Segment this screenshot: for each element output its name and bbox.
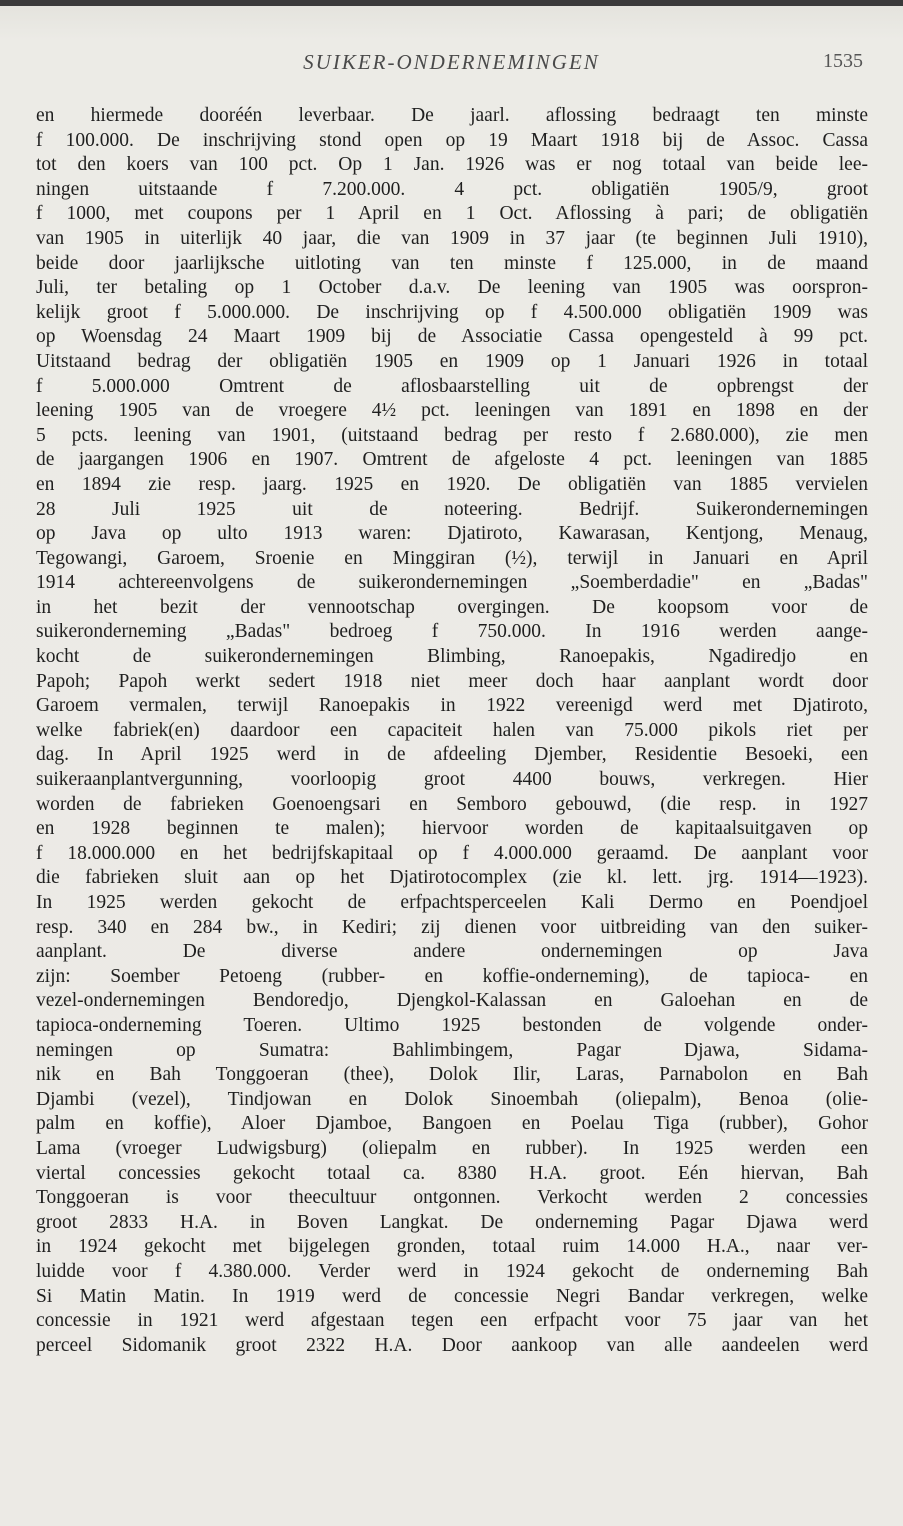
- text-line: tapioca-onderneming Toeren. Ultimo 1925 bestonden de volgende onder-: [36, 1014, 868, 1036]
- text-line: 28 Juli 1925 uit de noteering. Bedrijf. Suikerondernemingen: [36, 498, 868, 520]
- text-line: suikeraanplantvergunning, voorloopig groot 4400 bouws, verkregen. Hier: [36, 769, 868, 791]
- text-line: f 18.000.000 en het bedrijfskapitaal op f 4.000.000 geraamd. De aanplant voor: [36, 842, 868, 864]
- text-line: van 1905 in uiterlijk 40 jaar, die van 1909 in 37 jaar (te beginnen Juli 1910),: [36, 227, 868, 249]
- text-line: nemingen op Sumatra: Bahlimbingem, Pagar Djawa, Sidama-: [36, 1039, 868, 1061]
- running-title: SUIKER-ONDERNEMINGEN: [303, 50, 600, 74]
- text-line: tot den koers van 100 pct. Op 1 Jan. 1926 was er nog totaal van beide lee-: [36, 154, 868, 176]
- text-line: en 1894 zie resp. jaarg. 1925 en 1920. De obligatiën van 1885 vervielen: [36, 473, 868, 495]
- text-line: viertal concessies gekocht totaal ca. 8380 H.A. groot. Eén hiervan, Bah: [36, 1162, 868, 1184]
- text-line: Uitstaand bedrag der obligatiën 1905 en 1909 op 1 Januari 1926 in totaal: [36, 350, 868, 372]
- text-line: en 1928 beginnen te malen); hiervoor worden de kapitaalsuitgaven op: [36, 818, 868, 840]
- text-line: luidde voor f 4.380.000. Verder werd in 1924 gekocht de onderneming Bah: [36, 1260, 868, 1282]
- text-line: worden de fabrieken Goenoengsari en Semboro gebouwd, (die resp. in 1927: [36, 793, 868, 815]
- text-line: Garoem vermalen, terwijl Ranoepakis in 1922 vereenigd werd met Djatiroto,: [36, 695, 868, 717]
- text-line: suikeronderneming „Badas" bedroeg f 750.000. In 1916 werden aange-: [36, 621, 868, 643]
- text-line: 5 pcts. leening van 1901, (uitstaand bedrag per resto f 2.680.000), zie men: [36, 424, 868, 446]
- text-line: in het bezit der vennootschap overgingen. De koopsom voor de: [36, 596, 868, 618]
- running-head: [0, 50, 903, 80]
- top-edge-rule: [0, 0, 903, 6]
- page-number: 1535: [823, 50, 863, 72]
- text-line: perceel Sidomanik groot 2322 H.A. Door aankoop van alle aandeelen werd: [36, 1334, 868, 1356]
- text-line: Juli, ter betaling op 1 October d.a.v. De leening van 1905 was oorspron-: [36, 277, 868, 299]
- text-line: Tegowangi, Garoem, Sroenie en Minggiran (½), terwijl in Januari en April: [36, 547, 868, 569]
- text-line: aanplant. De diverse andere ondernemingen op Java: [36, 941, 868, 963]
- text-line: ningen uitstaande f 7.200.000. 4 pct. obligatiën 1905/9, groot: [36, 178, 868, 200]
- text-line: die fabrieken sluit aan op het Djatirotocomplex (zie kl. lett. jrg. 1914—1923).: [36, 867, 868, 889]
- text-line: Si Matin Matin. In 1919 werd de concessie Negri Bandar verkregen, welke: [36, 1285, 868, 1307]
- text-line: kocht de suikerondernemingen Blimbing, Ranoepakis, Ngadiredjo en: [36, 646, 868, 668]
- text-line: op Woensdag 24 Maart 1909 bij de Associatie Cassa opengesteld à 99 pct.: [36, 326, 868, 348]
- text-line: groot 2833 H.A. in Boven Langkat. De onderneming Pagar Djawa werd: [36, 1211, 868, 1233]
- text-line: Djambi (vezel), Tindjowan en Dolok Sinoembah (oliepalm), Benoa (olie-: [36, 1088, 868, 1110]
- text-line: beide door jaarlijksche uitloting van ten minste f 125.000, in de maand: [36, 252, 868, 274]
- text-line: op Java op ulto 1913 waren: Djatiroto, Kawarasan, Kentjong, Menaug,: [36, 523, 868, 545]
- text-line: f 1000, met coupons per 1 April en 1 Oct. Aflossing à pari; de obligatiën: [36, 203, 868, 225]
- text-line: Papoh; Papoh werkt sedert 1918 niet meer doch haar aanplant wordt door: [36, 670, 868, 692]
- text-line: 1914 achtereenvolgens de suikerondernemingen „Soemberdadie" en „Badas": [36, 572, 868, 594]
- text-line: f 5.000.000 Omtrent de aflosbaarstelling uit de opbrengst der: [36, 375, 868, 397]
- text-line: en hiermede dooréén leverbaar. De jaarl. aflossing bedraagt ten minste: [36, 105, 868, 126]
- text-line: nik en Bah Tonggoeran (thee), Dolok Ilir, Laras, Parnabolon en Bah: [36, 1064, 868, 1086]
- text-line: in 1924 gekocht met bijgelegen gronden, totaal ruim 14.000 H.A., naar ver-: [36, 1236, 868, 1258]
- text-line: palm en koffie), Aloer Djamboe, Bangoen en Poelau Tiga (rubber), Gohor: [36, 1113, 868, 1135]
- body-text: [36, 104, 868, 1358]
- text-line: de jaargangen 1906 en 1907. Omtrent de afgeloste 4 pct. leeningen van 1885: [36, 449, 868, 471]
- text-line: In 1925 werden gekocht de erfpachtsperceelen Kali Dermo en Poendjoel: [36, 892, 868, 913]
- text-line: leening 1905 van de vroegere 4½ pct. leeningen van 1891 en 1898 en der: [36, 400, 868, 422]
- text-line: Lama (vroeger Ludwigsburg) (oliepalm en rubber). In 1925 werden een: [36, 1137, 868, 1159]
- text-line: zijn: Soember Petoeng (rubber- en koffie-onderneming), de tapioca- en: [36, 965, 868, 987]
- text-line: welke fabriek(en) daardoor een capaciteit halen van 75.000 pikols riet per: [36, 719, 868, 741]
- text-line: resp. 340 en 284 bw., in Kediri; zij dienen voor uitbreiding van den suiker-: [36, 916, 868, 938]
- text-line: kelijk groot f 5.000.000. De inschrijving op f 4.500.000 obligatiën 1909 was: [36, 301, 868, 323]
- text-line: Tonggoeran is voor theecultuur ontgonnen. Verkocht werden 2 concessies: [36, 1187, 868, 1209]
- text-line: vezel-ondernemingen Bendoredjo, Djengkol-Kalassan en Galoehan en de: [36, 990, 868, 1012]
- text-line: f 100.000. De inschrijving stond open op 19 Maart 1918 bij de Assoc. Cassa: [36, 129, 868, 151]
- text-line: dag. In April 1925 werd in de afdeeling Djember, Residentie Besoeki, een: [36, 744, 868, 766]
- text-line: concessie in 1921 werd afgestaan tegen een erfpacht voor 75 jaar van het: [36, 1310, 868, 1332]
